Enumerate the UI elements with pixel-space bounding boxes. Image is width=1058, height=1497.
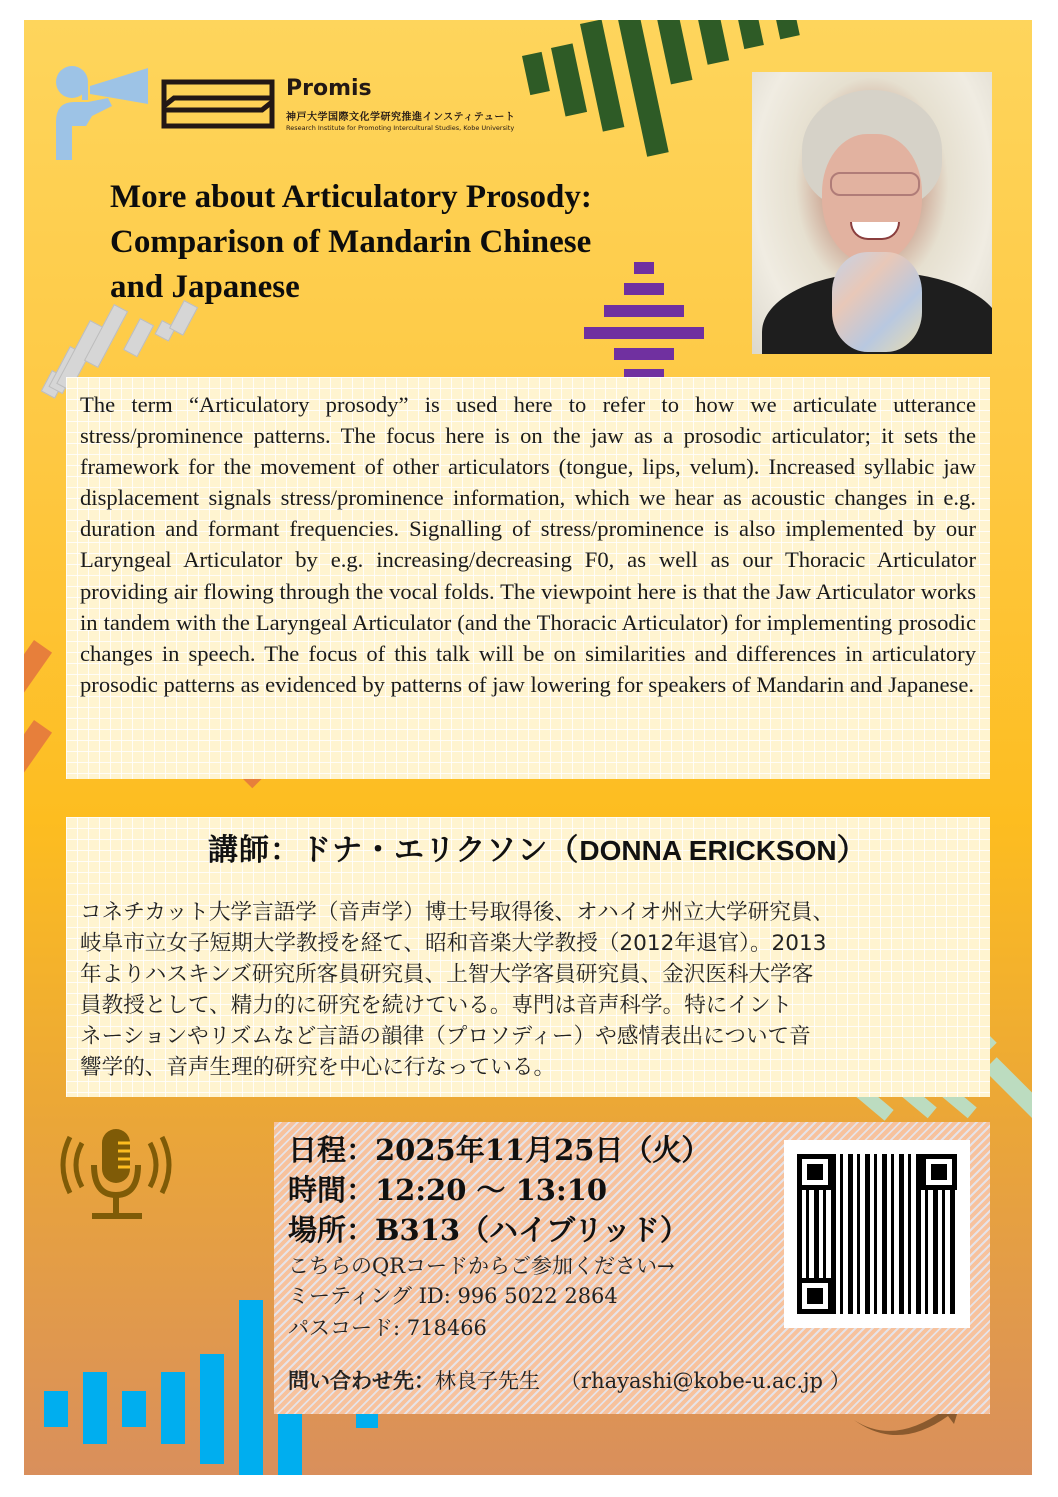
- logo-english: Research Institute for Promoting Intercultural Studies, Kobe University: [286, 124, 515, 132]
- passcode: パスコード: 718466: [288, 1316, 487, 1340]
- speaker-heading-jp: 講師：ドナ・エリクソン（: [208, 833, 580, 868]
- qr-code[interactable]: [784, 1140, 970, 1328]
- speaker-name-en: DONNA ERICKSON: [579, 835, 837, 866]
- talk-title-line3: and Japanese: [110, 269, 300, 305]
- poster: [24, 20, 1032, 1475]
- abstract-text: The term “Articulatory prosody” is used here to refer to how we articulate utterance stress/prominence patterns. The focus here is on the jaw as a prosodic articulator; it sets the framework for the movement of other articulators (tongue, lips, velum). Increased syllabic jaw displacement signals stress/prominence information, which we hear as acoustic changes in e.g. duration and formant frequencies. Signalling of stress/prominence is also implemented by our Laryngeal Articulator by e.g. increasing/decreasing F0, as well as our Thoracic Articulator providing air flowing through the vocal folds. The viewpoint here is that the Jaw Articulator works in tandem with the Laryngeal Articulator (and the Thoracic Articulator) for implementing prosodic changes in speech. The focus of this talk will be on similarities and differences in articulatory prosodic patterns as evidenced by patterns of jaw lowering for speakers of Mandarin and Japanese.: [80, 392, 976, 697]
- bio-line: 響学的、音声生理的研究を中心に行なっている。: [80, 1055, 556, 1080]
- bio-line: 員教授として、精力的に研究を続けている。専門は音声科学。特にイント: [80, 993, 793, 1018]
- talk-title-line2: Comparison of Mandarin Chinese: [110, 224, 592, 260]
- contact-name: 林良子先生: [435, 1369, 540, 1393]
- logo-name: Promis: [286, 76, 372, 101]
- event-date: 日程：2025年11月25日（火）: [288, 1133, 711, 1167]
- speaker-heading-close: ）: [836, 833, 868, 868]
- speaker-photo: [752, 72, 992, 354]
- bio-line: コネチカット大学言語学（音声学）博士号取得後、オハイオ州立大学研究員、: [80, 900, 835, 925]
- bio-line: 年よりハスキンズ研究所客員研究員、上智大学客員研究員、金沢医科大学客: [80, 962, 814, 987]
- talk-title: [110, 175, 670, 310]
- speaker-box: [66, 817, 990, 1097]
- event-info-box: [274, 1122, 990, 1414]
- contact-label: 問い合わせ先：: [288, 1369, 435, 1393]
- contact-email[interactable]: （rhayashi@kobe-u.ac.jp ）: [560, 1369, 851, 1393]
- talk-title-line1: More about Articulatory Prosody:: [110, 179, 592, 215]
- microphone-icon: [58, 1125, 174, 1225]
- speaker-heading: [208, 825, 868, 869]
- logo-japanese: 神戸大学国際文化学研究推進インスティテュート: [286, 112, 516, 123]
- meeting-id: ミーティング ID: 996 5022 2864: [288, 1284, 618, 1308]
- event-time: 時間：12:20 〜 13:10: [288, 1173, 608, 1207]
- bio-line: 岐阜市立女子短期大学教授を経て、昭和音楽大学教授（2012年退官）。2013: [80, 931, 827, 956]
- megaphone-person-icon: [52, 64, 148, 160]
- qr-prompt: こちらのQRコードからご参加ください→: [288, 1254, 675, 1278]
- speaker-bio: [80, 897, 980, 1083]
- event-place: 場所：B313（ハイブリッド）: [288, 1213, 689, 1247]
- abstract-box: [66, 377, 990, 779]
- bio-line: ネーションやリズムなど言語の韻律（プロソディー）や感情表出について音: [80, 1024, 811, 1049]
- promis-logo-mark: [160, 78, 276, 130]
- contact-line: [288, 1365, 851, 1395]
